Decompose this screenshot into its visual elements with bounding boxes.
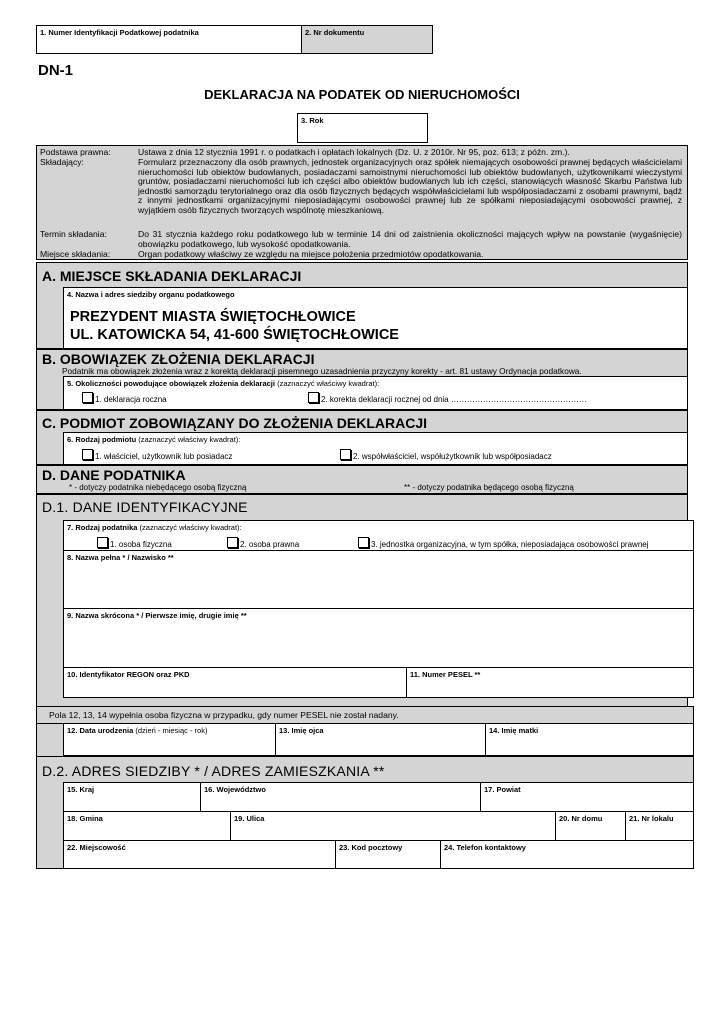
place-value: Organ podatkowy właściwy ze względu na miejsce położenia przedmiotów opodatkowania. [138, 249, 484, 259]
section-c-heading: C. PODMIOT ZOBOWIĄZANY DO ZŁOŻENIA DEKLARACJI [42, 415, 427, 431]
legal-basis-key: Podstawa prawna: [40, 147, 111, 157]
deadline-value: Do 31 stycznia każdego roku podatkowego lub w terminie 14 dni od zaistnienia okoliczności mających wpływ na powstanie (wygaśnięcie) obowiązku podatkowego, lub wysokość opodatkowania. [138, 229, 682, 249]
option-org-unit-label: 3. jednostka organizacyjna, w tym spółka, nieposiadająca osobowości prawnej [371, 540, 649, 549]
section-d2-heading: D.2. ADRES SIEDZIBY * / ADRES ZAMIESZKANIA ** [42, 763, 385, 779]
checkbox-annual[interactable] [82, 392, 93, 403]
option-legal-person[interactable] [227, 537, 299, 549]
checkbox-natural-person[interactable] [97, 537, 108, 548]
field-6-hint: (zaznaczyć właściwy kwadrat): [138, 435, 241, 444]
section-d [36, 465, 688, 494]
field-5-label-text: 5. Okoliczności powodujące obowiązek złożenia deklaracji [67, 379, 275, 388]
field-14-label: 14. Imię matki [489, 726, 539, 735]
field-24-label: 24. Telefon kontaktowy [444, 843, 526, 852]
field-13-label: 13. Imię ojca [279, 726, 324, 735]
deadline-key: Termin składania: [40, 229, 107, 239]
field-6-label-text: 6. Rodzaj podmiotu [67, 435, 137, 444]
field-12-label [67, 726, 207, 735]
section-d-heading: D. DANE PODATNIKA [42, 467, 186, 483]
section-b-heading: B. OBOWIĄZEK ZŁOŻENIA DEKLARACJI [42, 351, 315, 367]
checkbox-owner[interactable] [82, 449, 93, 460]
field-16-label: 16. Województwo [204, 785, 266, 794]
tax-office-name: PREZYDENT MIASTA ŚWIĘTOCHŁOWICE [70, 309, 356, 325]
checkbox-correction[interactable] [308, 392, 319, 403]
field-11-pesel[interactable] [406, 667, 694, 698]
field-9-short-name[interactable] [63, 608, 694, 668]
field-6-label [67, 435, 240, 444]
field-21-label: 21. Nr lokalu [629, 814, 674, 823]
field-19-street[interactable] [230, 811, 556, 841]
field-21-apartment-number[interactable] [625, 811, 694, 841]
field-10-regon[interactable] [63, 667, 407, 698]
field-20-house-number[interactable] [555, 811, 626, 841]
field-7-label-text: 7. Rodzaj podatnika [67, 523, 138, 532]
note-non-person: * - dotyczy podatnika niebędącego osobą fizyczną [69, 483, 247, 492]
field-16-voivodeship[interactable] [200, 782, 481, 812]
field-8-full-name[interactable] [63, 550, 694, 609]
field-23-label: 23. Kod pocztowy [339, 843, 403, 852]
field-9-label: 9. Nazwa skrócona * / Pierwsze imię, drugie imię ** [67, 611, 247, 620]
field-15-label: 15. Kraj [67, 785, 95, 794]
field-18-label: 18. Gmina [67, 814, 103, 823]
option-natural-person-label: 1. osoba fizyczna [110, 540, 172, 549]
option-annual-label: 1. deklaracja roczna [95, 395, 167, 404]
field-4-label: 4. Nazwa i adres siedziby organu podatkowego [67, 290, 235, 299]
field-2-document-number [301, 25, 433, 54]
pesel-note-row [36, 706, 694, 724]
field-19-label: 19. Ulica [234, 814, 265, 823]
legal-basis-value: Ustawa z dnia 12 stycznia 1991 r. o podatkach i opłatach lokalnych (Dz. U. z 2010r. Nr 95, poz. 613; z późn. zm.). [138, 147, 570, 157]
field-17-label: 17. Powiat [484, 785, 521, 794]
option-co-owner-label: 2. współwłaściciel, współużytkownik lub współposiadacz [353, 452, 552, 461]
field-3-year[interactable] [297, 113, 428, 143]
field-7-label [67, 523, 242, 532]
field-7-hint: (zaznaczyć właściwy kwadrat): [139, 523, 242, 532]
field-17-county[interactable] [480, 782, 694, 812]
option-owner-label: 1. właściciel, użytkownik lub posiadacz [95, 452, 233, 461]
field-5-circumstances [63, 376, 688, 410]
field-5-label [67, 379, 379, 388]
field-24-phone[interactable] [440, 840, 694, 869]
field-13-father-name[interactable] [275, 723, 486, 756]
option-owner[interactable] [82, 449, 232, 461]
option-org-unit[interactable] [358, 537, 649, 549]
field-12-label-text: 12. Data urodzenia [67, 726, 134, 735]
field-2-label: 2. Nr dokumentu [305, 28, 365, 37]
field-23-postal-code[interactable] [335, 840, 441, 869]
field-12-birth-date[interactable] [63, 723, 276, 756]
form-code: DN-1 [38, 62, 74, 79]
field-1-nip[interactable] [36, 25, 302, 54]
filers-key: Składający: [40, 157, 84, 167]
field-10-label: 10. Identyfikator REGON oraz PKD [67, 670, 190, 679]
legal-info-block [36, 145, 688, 260]
filers-value: Formularz przeznaczony dla osób prawnych, jednostek organizacyjnych oraz spółek niemających osobowości prawnej będących właścicielami nieruchomości lub obiektów budowlanych, posiadaczami samoistnymi nieruchomości lub obiektów budowlanych, użytkownikami wieczystymi gruntów, posiadaczami nieruchomości lub ich części albo obiektów budowlanych lub ich części, stanowiących własność Skarbu Państwa lub jednostki samorządu terytorialnego oraz dla osób fizycznych będących współwłaścicielami lub współposiadaczami z osobami prawnymi, bądź z innymi jednostkami organizacyjnymi nieposiadającymi osobowości prawnej lub ze spółkami nieposiadającymi osobowości prawnej, z wyjątkiem osób fizycznych tworzących wspólnotę mieszkaniową. [138, 157, 682, 215]
field-12-hint: (dzień - miesiąc - rok) [135, 726, 208, 735]
field-14-mother-name[interactable] [485, 723, 694, 756]
field-3-label: 3. Rok [301, 116, 324, 125]
option-natural-person[interactable] [97, 537, 172, 549]
note-person: ** - dotyczy podatnika będącego osobą fizyczną [404, 483, 574, 492]
field-8-label: 8. Nazwa pełna * / Nazwisko ** [67, 553, 174, 562]
field-1-label: 1. Numer Identyfikacji Podatkowej podatnika [40, 28, 199, 37]
field-22-label: 22. Miejscowość [67, 843, 126, 852]
place-key: Miejsce składania: [40, 249, 111, 259]
option-annual-declaration[interactable] [82, 392, 167, 404]
checkbox-legal-person[interactable] [227, 537, 238, 548]
section-d1-heading: D.1. DANE IDENTYFIKACYJNE [42, 499, 248, 515]
form-title: DEKLARACJA NA PODATEK OD NIERUCHOMOŚCI [204, 87, 520, 102]
option-co-owner[interactable] [340, 449, 552, 461]
field-15-country[interactable] [63, 782, 201, 812]
option-legal-person-label: 2. osoba prawna [240, 540, 300, 549]
checkbox-co-owner[interactable] [340, 449, 351, 460]
field-20-label: 20. Nr domu [559, 814, 603, 823]
checkbox-org-unit[interactable] [358, 537, 369, 548]
option-correction-label: 2. korekta deklaracji rocznej od dnia …………………………………………… [321, 395, 587, 404]
field-18-commune[interactable] [63, 811, 231, 841]
field-7-taxpayer-type [63, 520, 694, 551]
field-22-locality[interactable] [63, 840, 336, 869]
field-5-hint: (zaznaczyć właściwy kwadrat): [277, 379, 380, 388]
tax-office-address: UL. KATOWICKA 54, 41-600 ŚWIĘTOCHŁOWICE [70, 327, 399, 343]
section-b-note: Podatnik ma obowiązek złożenia wraz z korektą deklaracji pisemnego uzasadnienia przyczyny korekty - art. 81 ustawy Ordynacja podatkowa. [62, 366, 582, 376]
pesel-note: Pola 12, 13, 14 wypełnia osoba fizyczna w przypadku, gdy numer PESEL nie został nadany. [49, 710, 399, 720]
field-4-tax-office [63, 287, 688, 349]
section-a-heading: A. MIEJSCE SKŁADANIA DEKLARACJI [42, 268, 302, 284]
field-6-entity-type [63, 432, 688, 465]
option-correction[interactable] [308, 392, 587, 404]
field-11-label: 11. Numer PESEL ** [410, 670, 481, 679]
